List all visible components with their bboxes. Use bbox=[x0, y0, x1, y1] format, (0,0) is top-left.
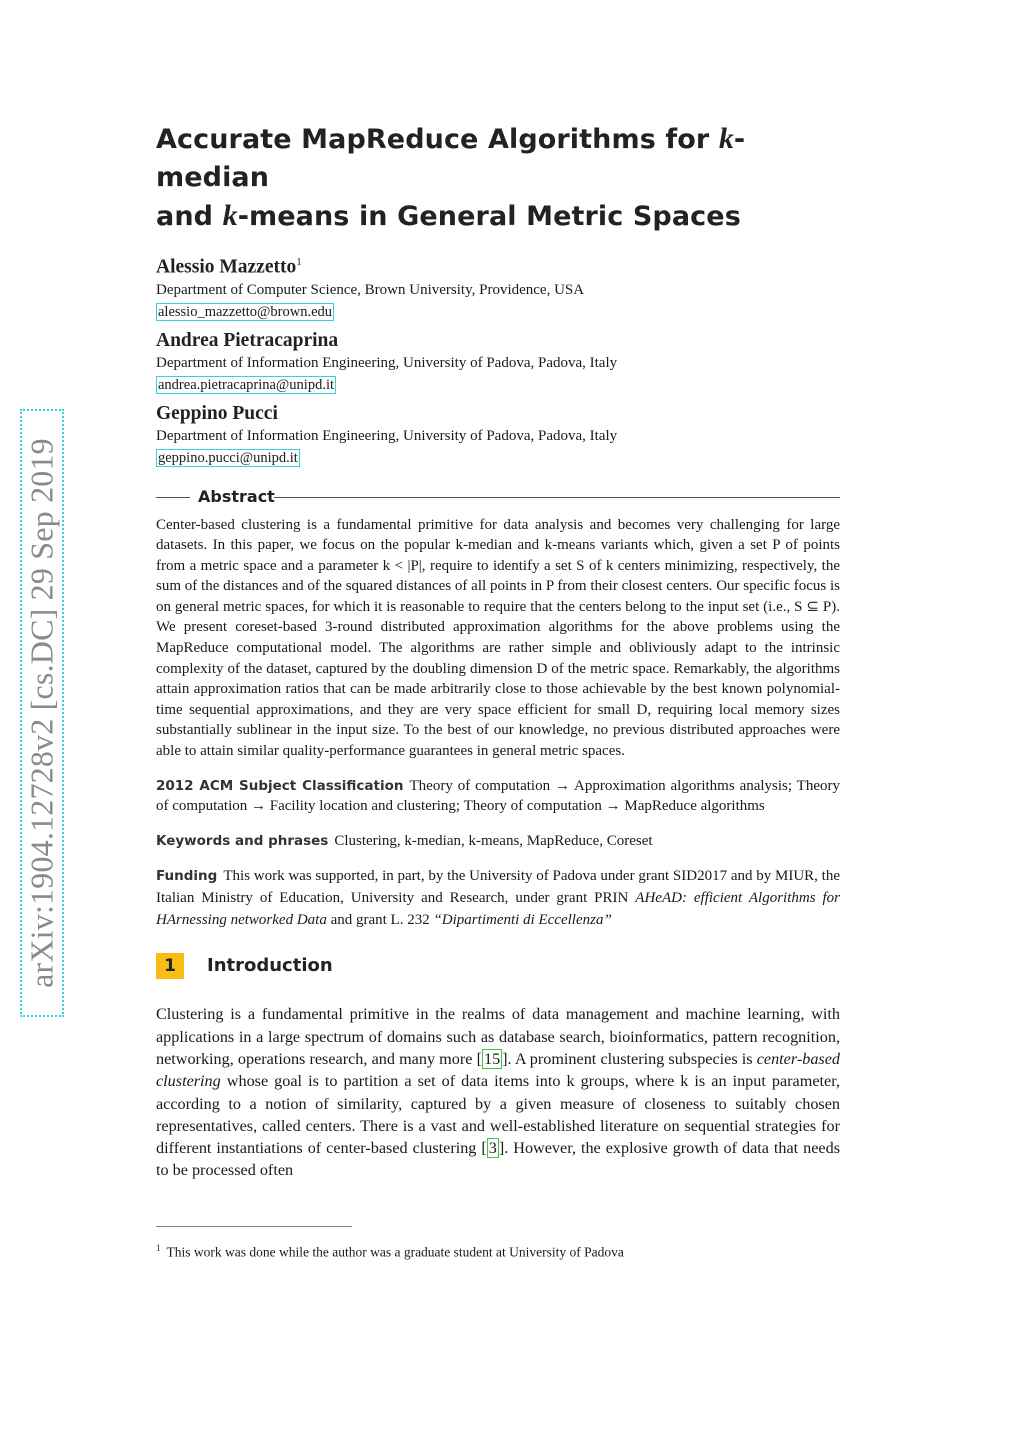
abstract-text: Center-based clustering is a fundamental primitive for data analysis and becomes very challenging for large datasets. In this paper, we focus on the popular k-median and k-means variants which, given a set P of points from a metric space and a parameter k < |P|, require to identify a set S of k centers minimizing, respectively, the sum of the distances and of the squared distances of all points in P from their closest centers. Our specific focus is on general metric spaces, for which it is reasonable to require that the centers belong to the input set (i.e., S ⊆ P). We present coreset-based 3-round distributed approximation algorithms for the above problems using the MapReduce computational model. The algorithms are rather simple and obliviously adapt to the intrinsic complexity of the dataset, captured by the doubling dimension D of the metric space. Remarkably, the algorithms attain approximation ratios that can be made arbitrarily close to those achievable by the best known polynomial-time sequential approximations, and they are very space efficient for small D, requiring local memory sizes substantially sublinear in the input size. To the best of our knowledge, no previous distributed approaches were able to attain similar quality-performance guarantees in general metric spaces. bbox=[156, 516, 840, 760]
author-name: Andrea Pietracaprina bbox=[156, 329, 339, 351]
footnote-mark: 1 bbox=[156, 1243, 161, 1253]
author-block bbox=[156, 250, 840, 321]
keywords-text: Clustering, k-median, k-means, MapReduce, Coreset bbox=[334, 832, 653, 849]
funding bbox=[156, 865, 840, 931]
footnote bbox=[156, 1239, 840, 1262]
section-title: Introduction bbox=[207, 955, 333, 977]
citation-link[interactable]: 3 bbox=[488, 1139, 497, 1158]
author-affiliation: Department of Computer Science, Brown University, Providence, USA bbox=[156, 281, 585, 298]
funding-text: This work was supported, in part, by the University of Padova under grant SID2017 and by MIUR, the Italian Ministry of Education, University and Research, under grant PRIN bbox=[156, 868, 840, 907]
author-email-link[interactable]: geppino.pucci@unipd.it bbox=[158, 449, 298, 466]
footnote-text: This work was done while the author was a graduate student at University of Padova bbox=[166, 1244, 624, 1260]
footnote-rule bbox=[156, 1226, 352, 1227]
intro-paragraph: Clustering is a fundamental primitive in the realms of data management and machine learning, with applications in a large spectrum of domains such as database search, bioinformatics, pattern recognition, networking, operations research, and many more [ 15 ]. A prominent clustering subspecies is center-based clustering whose goal is to partition a set of data items into k groups, where k is an input parameter, according to a notion of similarity, captured by a given measure of closeness to suitably chosen representatives, called centers. There is a vast and well-established literature on sequential strategies for different instantiations of center-based clustering [ 3 ]. However, the explosive growth of data that needs to be processed often bbox=[156, 1005, 840, 1180]
funding-label: Funding bbox=[156, 868, 218, 885]
funding-text-mid: and grant L. 232 bbox=[326, 912, 434, 929]
author-block bbox=[156, 402, 840, 467]
author-email-link[interactable]: andrea.pietracaprina@unipd.it bbox=[158, 376, 334, 393]
author-email-link[interactable]: alessio_mazzetto@brown.edu bbox=[158, 303, 333, 320]
keywords bbox=[156, 831, 840, 852]
funding-project: AHeAD: efficient Algorithms for HArnessing networked Data bbox=[156, 890, 840, 929]
author-affiliation: Department of Information Engineering, University of Padova, Padova, Italy bbox=[156, 354, 618, 371]
acm-classification bbox=[156, 776, 840, 817]
section-number: 1 bbox=[156, 953, 184, 979]
citation-link[interactable]: 15 bbox=[483, 1050, 501, 1068]
paper-title: Accurate MapReduce Algorithms for k-median and k-means in General Metric Spaces bbox=[156, 122, 746, 232]
arxiv-stamp bbox=[20, 409, 64, 1017]
funding-grant: “Dipartimenti di Eccellenza” bbox=[433, 912, 612, 929]
paper-front-page bbox=[156, 120, 840, 1182]
abstract-label: Abstract bbox=[198, 485, 275, 509]
author-block bbox=[156, 329, 840, 394]
author-affiliation: Department of Information Engineering, University of Padova, Padova, Italy bbox=[156, 427, 618, 444]
acm-label: 2012 ACM Subject Classification bbox=[156, 777, 404, 794]
abstract-rule-left bbox=[156, 497, 190, 498]
acm-text: Theory of computation → Approximation algorithms analysis; Theory of computation → Facility location and clustering; Theory of computation → MapReduce algorithms bbox=[156, 777, 840, 815]
section-heading bbox=[156, 953, 840, 981]
abstract-rule-right bbox=[274, 497, 840, 498]
abstract-heading bbox=[156, 485, 840, 509]
author-name: Geppino Pucci bbox=[156, 402, 278, 424]
arxiv-identifier: arXiv:1904.12728v2 [cs.DC] 29 Sep 2019 bbox=[23, 438, 60, 988]
keywords-label: Keywords and phrases bbox=[156, 832, 329, 849]
author-name: Alessio Mazzetto$^1$ bbox=[156, 256, 302, 278]
